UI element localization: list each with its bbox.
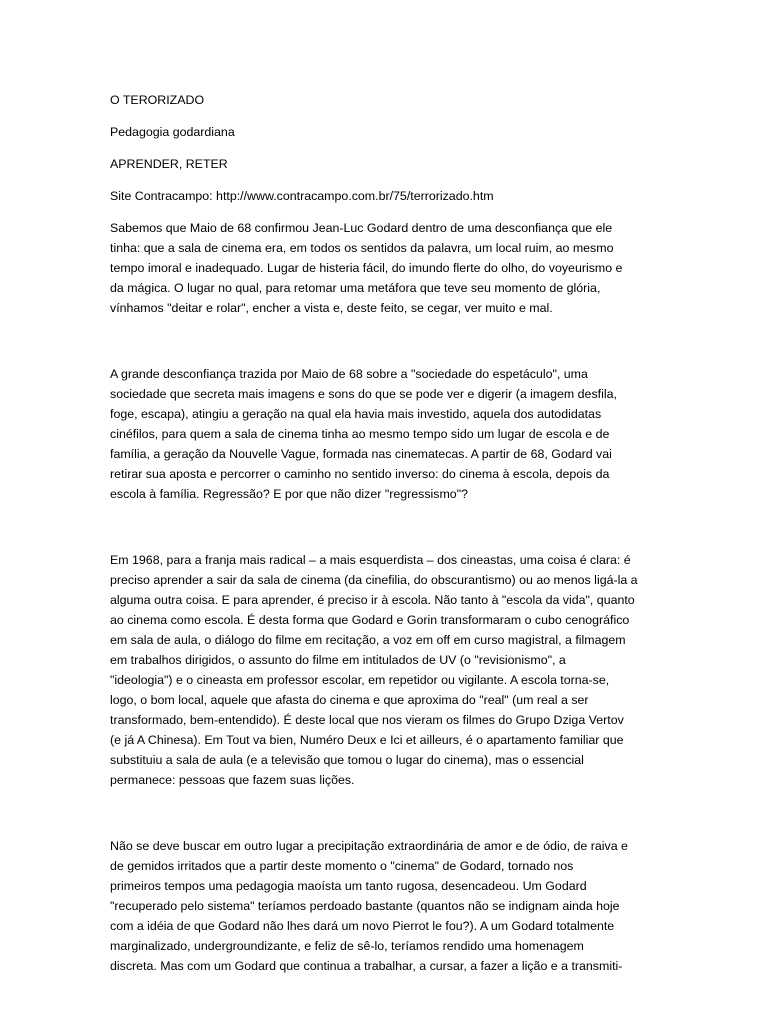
paragraph-line: "ideologia") e o cineasta em professor escolar, em repetidor ou vigilante. A escola torna-se, [110,673,610,687]
paragraph-4 [110,836,668,976]
paragraph-line: discreta. Mas com um Godard que continua a trabalhar, a cursar, a fazer a lição e a transmiti- [110,959,623,973]
paragraph-line: foge, escapa), atingiu a geração na qual ela havia mais investido, aquela dos autodidatas [110,407,602,421]
paragraph-line: permanece: pessoas que fazem suas lições. [110,773,355,787]
paragraph-line: Sabemos que Maio de 68 confirmou Jean-Luc Godard dentro de uma desconfiança que ele [110,221,613,235]
paragraph-line: A grande desconfiança trazida por Maio de 68 sobre a "sociedade do espetáculo", uma [110,367,588,381]
paragraph-2 [110,364,668,504]
paragraph-line: ao cinema como escola. É desta forma que Godard e Gorin transformaram o cubo cenográfico [110,613,630,627]
section-heading: APRENDER, RETER [110,157,228,171]
paragraph-line: substituiu a sala de aula (e a televisão que tomou o lugar do cinema), mas o essencial [110,753,584,767]
paragraph-line: cinéfilos, para quem a sala de cinema tinha ao mesmo tempo sido um lugar de escola e de [110,427,610,441]
paragraph-1 [110,218,668,318]
paragraph-line: primeiros tempos uma pedagogia maoísta um tanto rugosa, desencadeou. Um Godard [110,879,587,893]
paragraph-line: com a idéia de que Godard não lhes dará um novo Pierrot le fou?). A um Godard totalmente [110,919,615,933]
paragraph-line: (e já A Chinesa). Em Tout va bien, Numéro Deux e Ici et ailleurs, é o apartamento familiar que [110,733,624,747]
paragraph-line: família, a geração da Nouvelle Vague, formada nas cinematecas. A partir de 68, Godard vai [110,447,612,461]
paragraph-line: de gemidos irritados que a partir deste momento o "cinema" de Godard, tornado nos [110,859,574,873]
paragraph-line: logo, o bom local, aquele que afasta do cinema e que aproxima do "real" (um real a ser [110,693,589,707]
paragraph-spacer [110,790,668,836]
paragraph-line: marginalizado, undergroundizante, e feliz de sê-lo, teríamos rendido uma homenagem [110,939,584,953]
paragraph-3 [110,550,668,790]
paragraph-line: tinha: que a sala de cinema era, em todos os sentidos da palavra, um local ruim, ao mesmo [110,241,614,255]
paragraph-spacer [110,504,668,550]
document-title: O TERORIZADO [110,93,205,107]
source-line: Site Contracampo: http://www.contracampo.com.br/75/terrorizado.htm [110,189,494,203]
paragraph-line: Em 1968, para a franja mais radical – a mais esquerdista – dos cineastas, uma coisa é clara: é [110,553,631,567]
paragraph-line: retirar sua aposta e percorrer o caminho no sentido inverso: do cinema à escola, depois da [110,467,610,481]
paragraph-line: preciso aprender a sair da sala de cinema (da cinefilia, do obscurantismo) ou ao menos ligá-la a [110,573,638,587]
paragraph-line: em sala de aula, o diálogo do filme em recitação, a voz em off em curso magistral, a filmagem [110,633,626,647]
paragraph-line: Não se deve buscar em outro lugar a precipitação extraordinária de amor e de ódio, de raiva e [110,839,628,853]
paragraph-line: em trabalhos dirigidos, o assunto do filme em intitulados de UV (o "revisionismo", a [110,653,566,667]
paragraph-line: "recuperado pelo sistema" teríamos perdoado bastante (quantos não se indignam ainda hoje [110,899,620,913]
paragraph-line: transformado, bem-entendido). É deste local que nos vieram os filmes do Grupo Dziga Vertov [110,713,624,727]
paragraph-line: tempo imoral e inadequado. Lugar de histeria fácil, do imundo flerte do olho, do voyeurismo e [110,261,623,275]
document-subtitle: Pedagogia godardiana [110,125,235,139]
paragraph-line: sociedade que secreta mais imagens e sons do que se pode ver e digerir (a imagem desfila, [110,387,617,401]
paragraph-line: vínhamos "deitar e rolar", encher a vista e, deste feito, se cegar, ver muito e mal. [110,301,553,315]
paragraph-line: alguma outra coisa. E para aprender, é preciso ir à escola. Não tanto à "escola da vida", quanto [110,593,635,607]
paragraph-spacer [110,318,668,364]
paragraph-line: escola à família. Regressão? E por que não dizer "regressismo"? [110,487,468,501]
paragraph-line: da mágica. O lugar no qual, para retomar uma metáfora que teve seu momento de glória, [110,281,601,295]
